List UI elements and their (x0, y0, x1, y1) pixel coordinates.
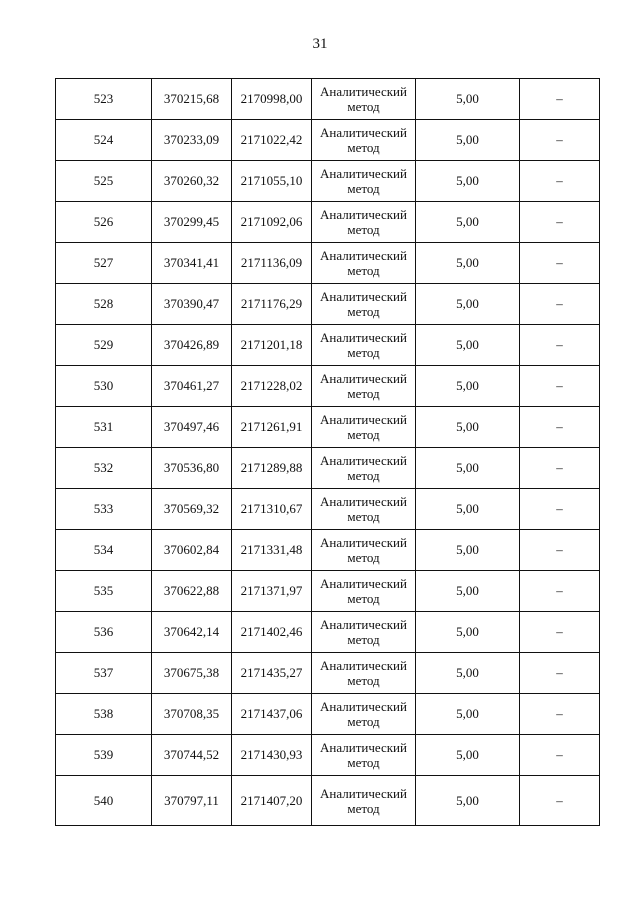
extra-cell: – (520, 612, 600, 653)
accuracy-cell: 5,00 (416, 325, 520, 366)
point-number-cell: 535 (56, 571, 152, 612)
method-line-1: Аналитический (320, 699, 407, 714)
table-row (56, 448, 600, 489)
point-number-cell: 533 (56, 489, 152, 530)
method-line-1: Аналитический (320, 453, 407, 468)
table-row (56, 366, 600, 407)
method-line-1: Аналитический (320, 576, 407, 591)
x-coordinate-cell: 370536,80 (152, 448, 232, 489)
method-line-2: метод (347, 591, 380, 606)
table-row (56, 571, 600, 612)
accuracy-cell: 5,00 (416, 489, 520, 530)
method-line-1: Аналитический (320, 125, 407, 140)
accuracy-cell: 5,00 (416, 612, 520, 653)
table-row (56, 202, 600, 243)
accuracy-cell: 5,00 (416, 448, 520, 489)
x-coordinate-cell: 370299,45 (152, 202, 232, 243)
point-number-cell: 527 (56, 243, 152, 284)
x-coordinate-cell: 370602,84 (152, 530, 232, 571)
method-line-1: Аналитический (320, 207, 407, 222)
method-line-1: Аналитический (320, 289, 407, 304)
x-coordinate-cell: 370390,47 (152, 284, 232, 325)
table-row (56, 612, 600, 653)
y-coordinate-cell: 2171437,06 (232, 694, 312, 735)
point-number-cell: 539 (56, 735, 152, 776)
point-number-cell: 530 (56, 366, 152, 407)
method-cell (312, 407, 416, 448)
method-line-1: Аналитический (320, 412, 407, 427)
point-number-cell: 526 (56, 202, 152, 243)
method-line-1: Аналитический (320, 740, 407, 755)
extra-cell: – (520, 243, 600, 284)
accuracy-cell: 5,00 (416, 571, 520, 612)
table-row (56, 694, 600, 735)
extra-cell: – (520, 530, 600, 571)
extra-cell: – (520, 776, 600, 826)
method-line-2: метод (347, 222, 380, 237)
table-row (56, 243, 600, 284)
table-row (56, 407, 600, 448)
method-line-1: Аналитический (320, 785, 407, 801)
extra-cell: – (520, 407, 600, 448)
x-coordinate-cell: 370569,32 (152, 489, 232, 530)
extra-cell: – (520, 448, 600, 489)
coordinates-table (55, 78, 600, 826)
method-line-2: метод (347, 509, 380, 524)
accuracy-cell: 5,00 (416, 776, 520, 826)
extra-cell: – (520, 161, 600, 202)
y-coordinate-cell: 2171228,02 (232, 366, 312, 407)
point-number-cell: 528 (56, 284, 152, 325)
y-coordinate-cell: 2171310,67 (232, 489, 312, 530)
accuracy-cell: 5,00 (416, 284, 520, 325)
method-cell (312, 79, 416, 120)
y-coordinate-cell: 2171261,91 (232, 407, 312, 448)
method-line-2: метод (347, 263, 380, 278)
point-number-cell: 534 (56, 530, 152, 571)
y-coordinate-cell: 2171176,29 (232, 284, 312, 325)
extra-cell: – (520, 202, 600, 243)
extra-cell: – (520, 489, 600, 530)
point-number-cell: 525 (56, 161, 152, 202)
table-row (56, 284, 600, 325)
table-row (56, 79, 600, 120)
x-coordinate-cell: 370341,41 (152, 243, 232, 284)
y-coordinate-cell: 2171435,27 (232, 653, 312, 694)
accuracy-cell: 5,00 (416, 243, 520, 284)
y-coordinate-cell: 2171331,48 (232, 530, 312, 571)
x-coordinate-cell: 370260,32 (152, 161, 232, 202)
extra-cell: – (520, 366, 600, 407)
method-line-1: Аналитический (320, 84, 407, 99)
y-coordinate-cell: 2170998,00 (232, 79, 312, 120)
method-line-1: Аналитический (320, 166, 407, 181)
method-cell (312, 202, 416, 243)
method-line-2: метод (347, 800, 380, 816)
accuracy-cell: 5,00 (416, 407, 520, 448)
method-cell (312, 161, 416, 202)
method-cell (312, 284, 416, 325)
method-cell (312, 735, 416, 776)
method-line-2: метод (347, 427, 380, 442)
method-line-1: Аналитический (320, 371, 407, 386)
accuracy-cell: 5,00 (416, 366, 520, 407)
y-coordinate-cell: 2171402,46 (232, 612, 312, 653)
method-line-1: Аналитический (320, 248, 407, 263)
y-coordinate-cell: 2171055,10 (232, 161, 312, 202)
method-cell (312, 776, 416, 826)
x-coordinate-cell: 370642,14 (152, 612, 232, 653)
method-cell (312, 694, 416, 735)
method-line-2: метод (347, 304, 380, 319)
accuracy-cell: 5,00 (416, 202, 520, 243)
y-coordinate-cell: 2171371,97 (232, 571, 312, 612)
extra-cell: – (520, 571, 600, 612)
x-coordinate-cell: 370426,89 (152, 325, 232, 366)
table-row (56, 161, 600, 202)
method-cell (312, 612, 416, 653)
method-line-2: метод (347, 673, 380, 688)
method-line-2: метод (347, 755, 380, 770)
method-cell (312, 448, 416, 489)
method-line-2: метод (347, 181, 380, 196)
accuracy-cell: 5,00 (416, 530, 520, 571)
extra-cell: – (520, 694, 600, 735)
x-coordinate-cell: 370744,52 (152, 735, 232, 776)
page-number: 31 (312, 36, 328, 52)
point-number-cell: 523 (56, 79, 152, 120)
point-number-cell: 531 (56, 407, 152, 448)
method-line-2: метод (347, 386, 380, 401)
extra-cell: – (520, 325, 600, 366)
method-cell (312, 530, 416, 571)
accuracy-cell: 5,00 (416, 694, 520, 735)
table-row (56, 735, 600, 776)
method-cell (312, 489, 416, 530)
y-coordinate-cell: 2171092,06 (232, 202, 312, 243)
method-line-2: метод (347, 345, 380, 360)
table-row (56, 489, 600, 530)
y-coordinate-cell: 2171136,09 (232, 243, 312, 284)
method-line-2: метод (347, 632, 380, 647)
x-coordinate-cell: 370233,09 (152, 120, 232, 161)
accuracy-cell: 5,00 (416, 735, 520, 776)
x-coordinate-cell: 370215,68 (152, 79, 232, 120)
method-line-1: Аналитический (320, 658, 407, 673)
x-coordinate-cell: 370461,27 (152, 366, 232, 407)
method-cell (312, 325, 416, 366)
method-line-2: метод (347, 99, 380, 114)
method-cell (312, 120, 416, 161)
x-coordinate-cell: 370797,11 (152, 776, 232, 826)
y-coordinate-cell: 2171201,18 (232, 325, 312, 366)
point-number-cell: 524 (56, 120, 152, 161)
accuracy-cell: 5,00 (416, 161, 520, 202)
method-line-1: Аналитический (320, 617, 407, 632)
method-line-1: Аналитический (320, 494, 407, 509)
method-cell (312, 571, 416, 612)
method-line-1: Аналитический (320, 330, 407, 345)
table-row (56, 653, 600, 694)
point-number-cell: 529 (56, 325, 152, 366)
point-number-cell: 538 (56, 694, 152, 735)
table-row (56, 120, 600, 161)
table-row (56, 530, 600, 571)
x-coordinate-cell: 370708,35 (152, 694, 232, 735)
table-body (56, 79, 600, 826)
y-coordinate-cell: 2171430,93 (232, 735, 312, 776)
table-row (56, 325, 600, 366)
method-line-2: метод (347, 550, 380, 565)
method-line-2: метод (347, 468, 380, 483)
extra-cell: – (520, 284, 600, 325)
point-number-cell: 536 (56, 612, 152, 653)
table-row (56, 776, 600, 826)
point-number-cell: 540 (56, 776, 152, 826)
method-cell (312, 243, 416, 284)
method-line-1: Аналитический (320, 535, 407, 550)
accuracy-cell: 5,00 (416, 79, 520, 120)
method-line-2: метод (347, 140, 380, 155)
point-number-cell: 537 (56, 653, 152, 694)
x-coordinate-cell: 370675,38 (152, 653, 232, 694)
method-cell (312, 366, 416, 407)
point-number-cell: 532 (56, 448, 152, 489)
extra-cell: – (520, 120, 600, 161)
extra-cell: – (520, 79, 600, 120)
x-coordinate-cell: 370622,88 (152, 571, 232, 612)
x-coordinate-cell: 370497,46 (152, 407, 232, 448)
accuracy-cell: 5,00 (416, 653, 520, 694)
method-cell (312, 653, 416, 694)
y-coordinate-cell: 2171407,20 (232, 776, 312, 826)
y-coordinate-cell: 2171022,42 (232, 120, 312, 161)
accuracy-cell: 5,00 (416, 120, 520, 161)
y-coordinate-cell: 2171289,88 (232, 448, 312, 489)
extra-cell: – (520, 653, 600, 694)
extra-cell: – (520, 735, 600, 776)
method-line-2: метод (347, 714, 380, 729)
